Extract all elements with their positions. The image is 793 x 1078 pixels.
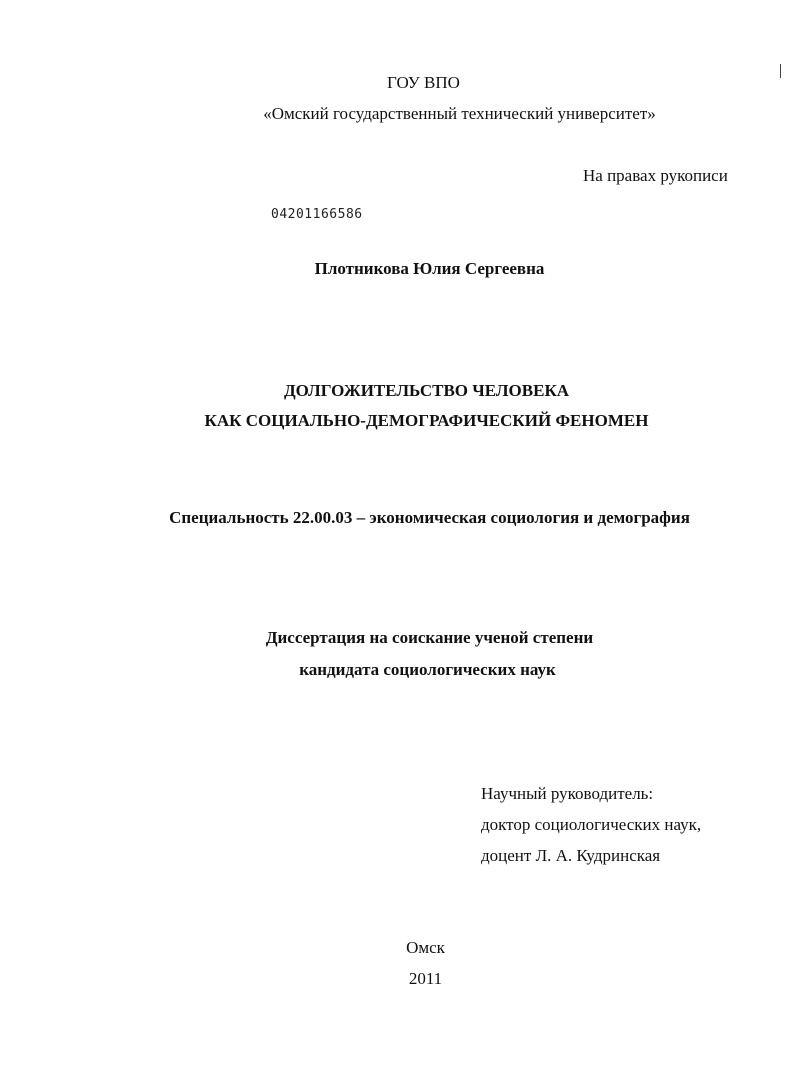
supervisor-degree: доктор социологических наук, [481,815,702,834]
year: 2011 [408,969,443,988]
registration-number: 04201166586 [271,207,363,222]
university-name: «Омский государственный технический университет» [263,104,656,123]
thesis-title-line-1: ДОЛГОЖИТЕЛЬСТВО ЧЕЛОВЕКА [283,381,570,400]
author-name: Плотникова Юлия Сергеевна [314,259,545,278]
supervisor-name: доцент Л. А. Кудринская [481,846,661,865]
organization-abbreviation: ГОУ ВПО [387,73,460,92]
degree-line-1: Диссертация на соискание ученой степени [265,628,594,647]
thesis-title-line-2: КАК СОЦИАЛЬНО-ДЕМОГРАФИЧЕСКИЙ ФЕНОМЕН [204,411,649,430]
manuscript-rights-note: На правах рукописи [583,166,728,185]
supervisor-label: Научный руководитель: [481,784,654,803]
degree-line-2: кандидата социологических наук [299,660,556,679]
specialty-code: Специальность 22.00.03 – экономическая социология и демография [169,508,690,527]
city: Омск [406,938,445,957]
